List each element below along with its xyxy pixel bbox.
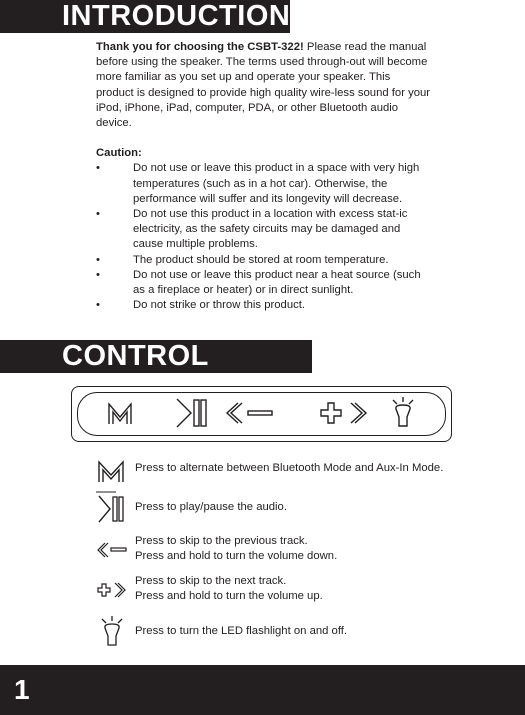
bullet: • <box>96 162 100 175</box>
legend-mode-text <box>135 461 443 476</box>
intro-text: Please read the manual before using the speaker. The terms used through-out will become more familiar as you set up and operate your speaker. This product is designed to provide high quality wire-less sound for your iPod, iPhone, iPad, computer, PDA, or other Bluetooth audio device. <box>96 41 431 130</box>
previous-volume-down-icon <box>96 541 128 559</box>
caution-title: Caution: <box>96 147 142 160</box>
legend-flashlight-text <box>135 624 347 639</box>
legend-previous <box>96 533 496 565</box>
legend-previous-text <box>135 534 337 564</box>
flashlight-icon <box>390 396 416 430</box>
bullet: • <box>96 208 100 221</box>
legend-mode <box>96 457 496 487</box>
caution-item <box>96 253 431 268</box>
caution-list <box>96 161 431 313</box>
bullet: • <box>96 253 100 266</box>
caution-item <box>96 207 431 253</box>
intro-lead: Thank you for choosing the CSBT-322! <box>96 41 304 53</box>
caution-item <box>96 298 431 313</box>
previous-volume-down-icon <box>224 401 276 425</box>
caution-item <box>96 161 431 207</box>
page-footer <box>0 665 525 715</box>
play-pause-icon <box>175 397 209 429</box>
legend-next-text <box>135 574 323 604</box>
legend-flashlight <box>96 615 496 651</box>
legend-next <box>96 573 496 605</box>
caution-item-text: Do not strike or throw this product. <box>133 299 306 312</box>
bullet: • <box>96 299 100 312</box>
page-number: 1 <box>14 674 30 705</box>
caution-item-text: Do not use or leave this product in a space with very high temperatures (such as in a hot car). Otherwise, the performance will suffer and its longevity will decrease. <box>133 162 420 205</box>
caution-item-text: Do not use or leave this product near a heat source (such as a fireplace or heater) or in direct sunlight. <box>133 268 421 297</box>
control-panel-illustration <box>71 386 452 442</box>
caution-item-text: The product should be stored at room temperature. <box>133 253 389 266</box>
legend-line: Press to play/pause the audio. <box>135 501 287 513</box>
legend-line: Press to alternate between Bluetooth Mode and Aux-In Mode. <box>135 462 444 474</box>
legend-line: Press to skip to the next track. <box>135 575 287 587</box>
legend-line: Press to skip to the previous track. <box>135 535 308 547</box>
flashlight-icon <box>100 615 124 649</box>
introduction-body <box>96 40 431 313</box>
legend-play-text <box>135 500 287 515</box>
bullet: • <box>96 268 100 281</box>
caution-item <box>96 268 431 298</box>
mode-m-icon <box>106 401 134 427</box>
legend-line: Press and hold to turn the volume up. <box>135 590 323 602</box>
intro-paragraph <box>96 40 431 131</box>
legend-play <box>96 490 496 526</box>
caution-item-text: Do not use this product in a location with excess stat-ic electricity, as the safety circuits may be damaged and cause multiple problems. <box>133 208 408 251</box>
play-pause-icon <box>96 490 126 526</box>
legend-line: Press and hold to turn the volume down. <box>135 550 338 562</box>
next-volume-up-icon <box>318 400 372 426</box>
introduction-heading: INTRODUCTION <box>0 0 290 33</box>
legend-line: Press to turn the LED flashlight on and off. <box>135 625 348 637</box>
next-volume-up-icon <box>96 581 128 599</box>
mode-m-icon <box>96 459 126 485</box>
control-panel-heading: CONTROL PANEL <box>0 340 312 373</box>
